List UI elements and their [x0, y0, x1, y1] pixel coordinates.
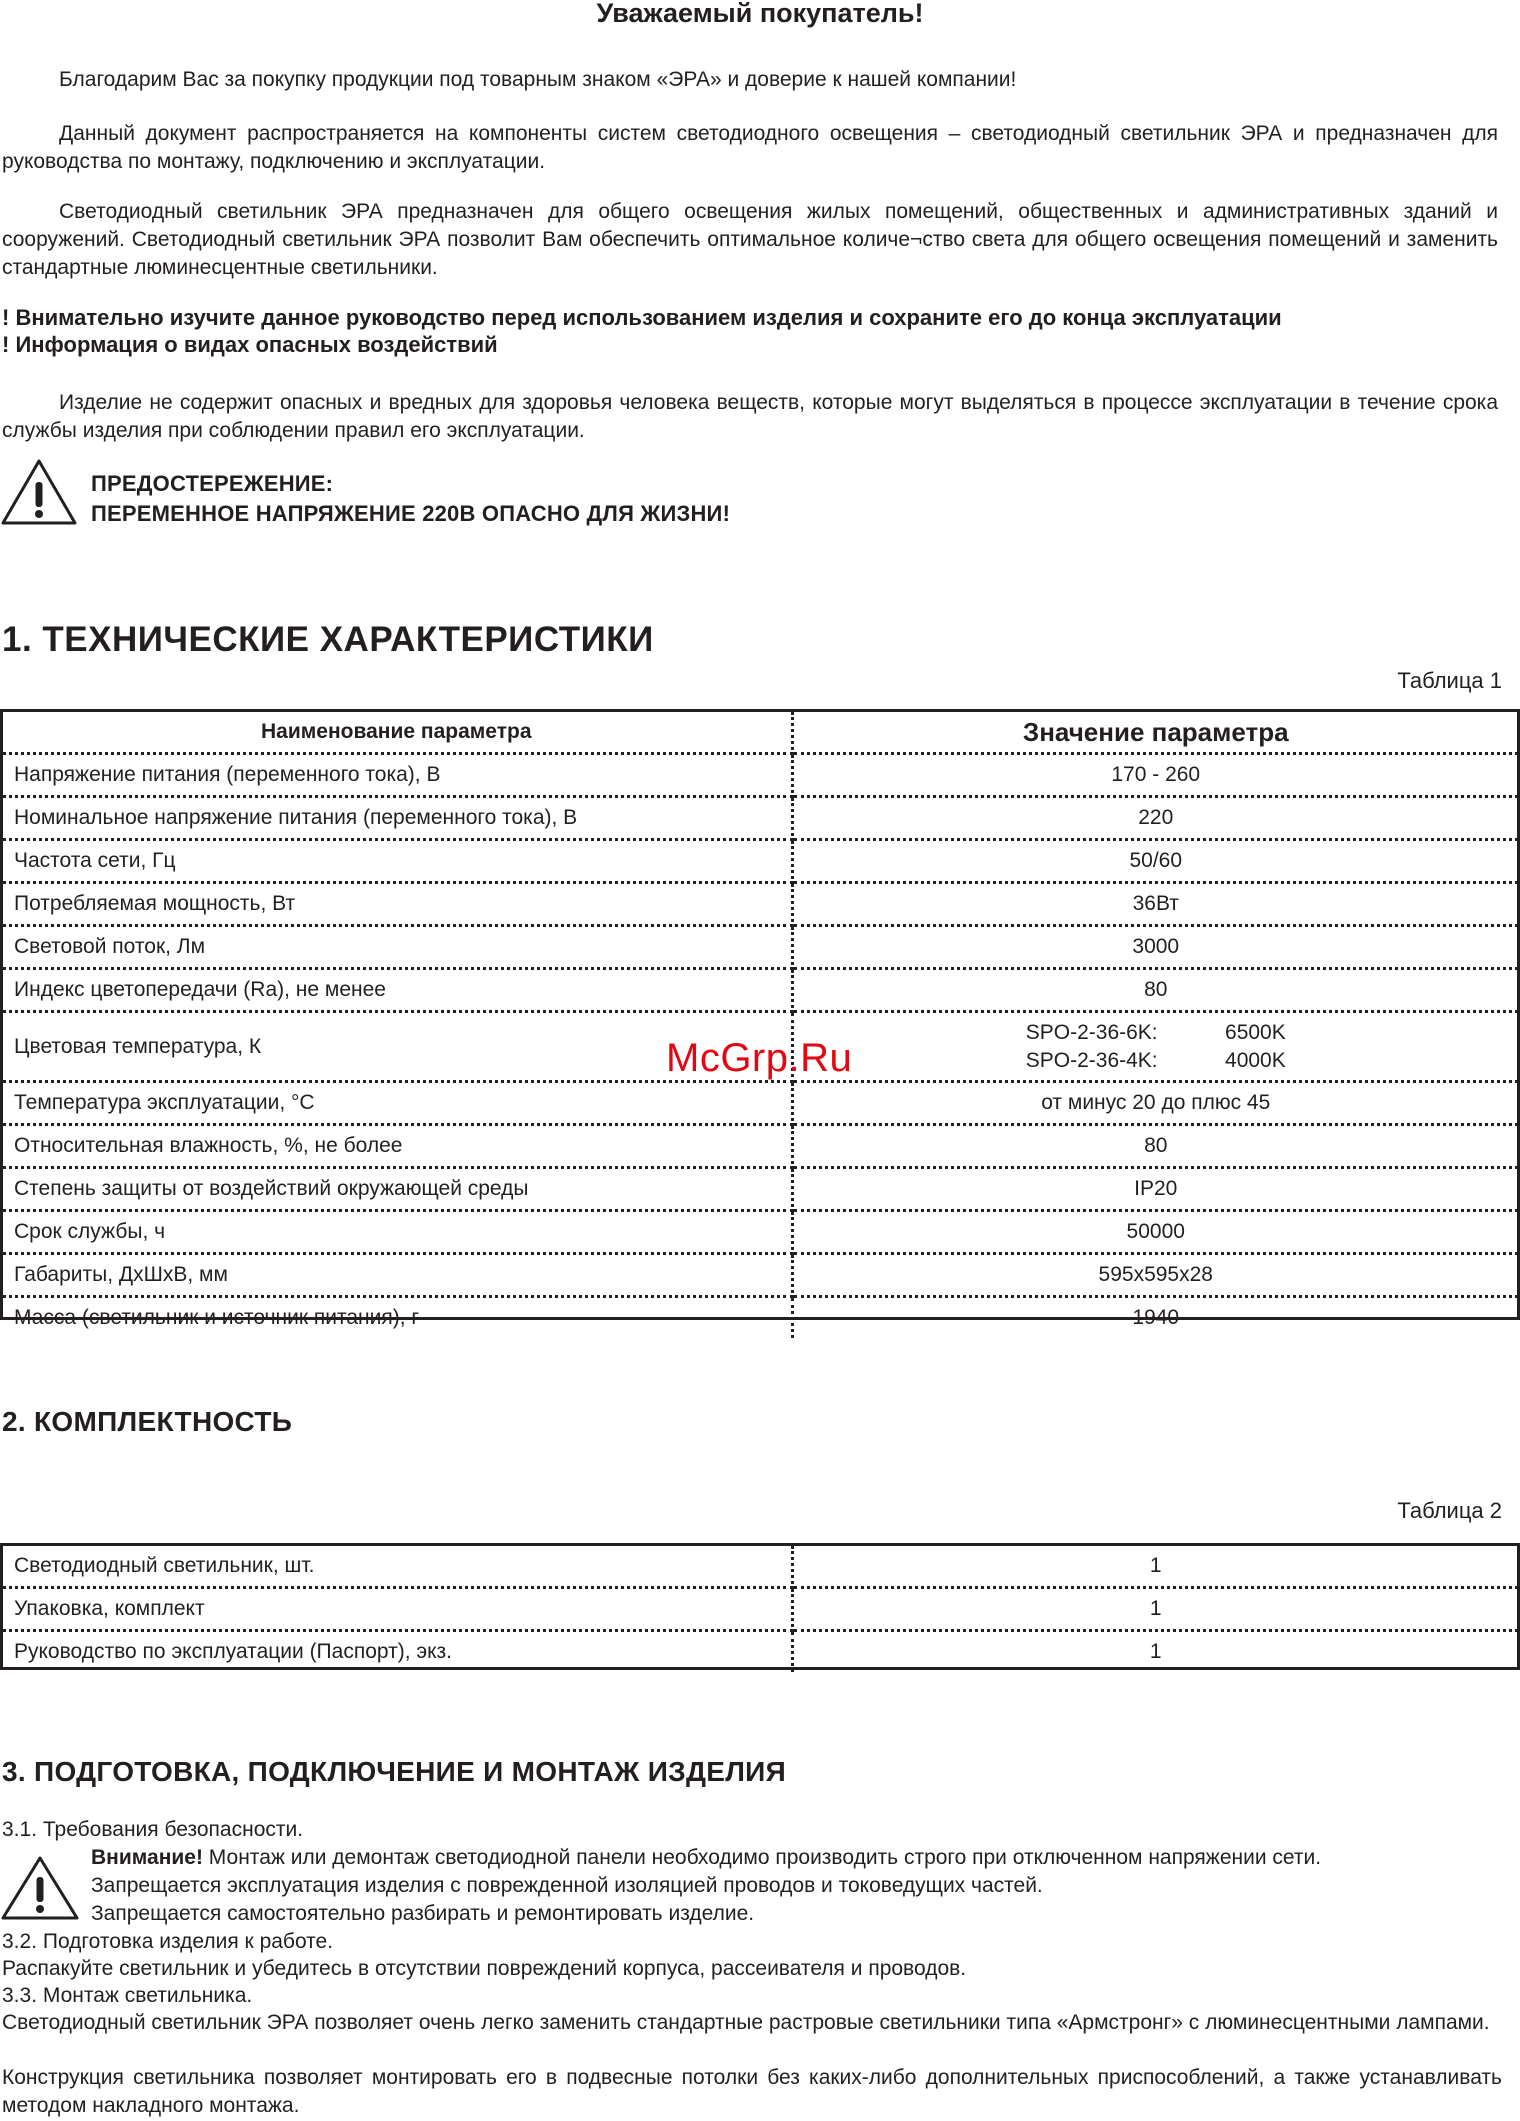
- color-temp-6k: [806, 1019, 1507, 1047]
- watermark-text: McGrp.Ru: [666, 1036, 853, 1080]
- attention-line: [91, 1844, 1511, 1872]
- section-1-title: 1. ТЕХНИЧЕСКИЕ ХАРАКТЕРИСТИКИ: [2, 620, 654, 659]
- value-cell: 50/60: [792, 840, 1518, 883]
- value-cell: 80: [792, 969, 1518, 1012]
- model-value: 4000K: [1225, 1048, 1286, 1072]
- notice-read-manual: ! Внимательно изучите данное руководство перед использованием изделия и сохраните его до конца эксплуатации: [2, 305, 1282, 330]
- qty-cell: 1: [792, 1546, 1518, 1588]
- table-header-row: [2, 712, 1518, 754]
- ban-self-repair: Запрещается самостоятельно разбирать и ремонтировать изделие.: [91, 1902, 755, 1925]
- table-2-label: Таблица 2: [1397, 1498, 1502, 1523]
- notice-hazard-info: ! Информация о видах опасных воздействий: [2, 332, 498, 357]
- value-cell: 3000: [792, 926, 1518, 969]
- table-row: [2, 1125, 1518, 1168]
- table-row: [2, 1631, 1518, 1673]
- ban-damaged-insulation: Запрещается эксплуатация изделия с поврежденной изоляцией проводов и токоведущих частей.: [91, 1874, 1043, 1897]
- param-cell: Световой поток, Лм: [2, 926, 792, 969]
- table-row: [2, 1211, 1518, 1254]
- header-param: Наименование параметра: [2, 712, 792, 754]
- intro-paragraph-1: Благодарим Вас за покупку продукции под товарным знаком «ЭРА» и доверие к нашей компании!: [59, 68, 1017, 91]
- model-value: 6500K: [1225, 1020, 1286, 1044]
- param-cell: Температура эксплуатации, °С: [2, 1082, 792, 1125]
- subsection-3-3-text-1: Светодиодный светильник ЭРА позволяет очень легко заменить стандартные растровые светильники типа «Армстронг» с люминесцентными лампами.: [2, 2011, 1490, 2034]
- color-temp-4k: [806, 1047, 1507, 1075]
- param-cell: Срок службы, ч: [2, 1211, 792, 1254]
- value-cell: 80: [792, 1125, 1518, 1168]
- qty-cell: 1: [792, 1588, 1518, 1631]
- param-cell: Габариты, ДхШхВ, мм: [2, 1254, 792, 1297]
- intro-paragraph-4: Изделие не содержит опасных и вредных для здоровья человека веществ, которые могут выделяться в процессе эксплуатации в течение срока службы изделия при соблюдении правил его эксплуатации.: [2, 391, 1498, 442]
- kit-table: [2, 1546, 1518, 1672]
- warning-message: ПЕРЕМЕННОЕ НАПРЯЖЕНИЕ 220В ОПАСНО ДЛЯ ЖИЗНИ!: [91, 501, 731, 526]
- param-cell: Относительная влажность, %, не более: [2, 1125, 792, 1168]
- subsection-3-2: 3.2. Подготовка изделия к работе.: [2, 1930, 334, 1953]
- table-row: [2, 754, 1518, 797]
- attention-label: Внимание!: [91, 1846, 203, 1869]
- item-cell: Упаковка, комплект: [2, 1588, 792, 1631]
- subsection-3-2-text: Распакуйте светильник и убедитесь в отсутствии повреждений корпуса, рассеивателя и проводов.: [2, 1957, 967, 1980]
- item-cell: Светодиодный светильник, шт.: [2, 1546, 792, 1588]
- table-row: [2, 1082, 1518, 1125]
- intro-paragraph-2: Данный документ распространяется на компоненты систем светодиодного освещения – светодиодный светильник ЭРА и предназначен для руководства по монтажу, подключению и эксплуатации.: [2, 122, 1498, 173]
- param-cell: Потребляемая мощность, Вт: [2, 883, 792, 926]
- warning-caption: ПРЕДОСТЕРЕЖЕНИЕ:: [91, 471, 334, 496]
- value-cell: 1940: [1132, 1306, 1180, 1329]
- value-cell: 50000: [792, 1211, 1518, 1254]
- model-name: SPO-2-36-6K:: [1025, 1020, 1158, 1044]
- value-cell: 595х595х28: [792, 1254, 1518, 1297]
- warning-triangle-icon: [0, 458, 78, 526]
- table-row: [2, 969, 1518, 1012]
- table-row: [2, 1254, 1518, 1297]
- warning-triangle-icon: [0, 1855, 80, 1921]
- greeting-title: Уважаемый покупатель!: [596, 0, 924, 28]
- table-row: [2, 1297, 1518, 1339]
- table-row: [2, 1168, 1518, 1211]
- intro-paragraph-3: Светодиодный светильник ЭРА предназначен для общего освещения жилых помещений, общественных и административных зданий и сооружений. Светодиодный светильник ЭРА позволит Вам обеспечить оптимальное количе¬ство света для общего освещения помещений и заменить стандартные люминесцентные светильники.: [2, 200, 1498, 279]
- param-cell: Цветовая температура, К: [2, 1012, 792, 1082]
- item-cell: Руководство по эксплуатации (Паспорт), экз.: [2, 1631, 792, 1673]
- table-row: [2, 797, 1518, 840]
- section-2-title: 2. КОМПЛЕКТНОСТЬ: [2, 1406, 293, 1437]
- param-cell: Напряжение питания (переменного тока), В: [2, 754, 792, 797]
- qty-cell: 1: [1149, 1640, 1162, 1663]
- table-row: [2, 840, 1518, 883]
- value-cell-color-temp: [792, 1012, 1518, 1082]
- table-row: [2, 1546, 1518, 1588]
- param-cell: Частота сети, Гц: [2, 840, 792, 883]
- spec-table: [2, 712, 1518, 1338]
- subsection-3-3-text-2: Конструкция светильника позволяет монтировать его в подвесные потолки без каких-либо дополнительных приспособлений, а также устанавливать методом накладного монтажа.: [2, 2066, 1502, 2117]
- param-cell: Степень защиты от воздействий окружающей среды: [2, 1168, 792, 1211]
- value-cell: 36Вт: [792, 883, 1518, 926]
- subsection-3-3: 3.3. Монтаж светильника.: [2, 1984, 253, 2007]
- param-cell: Индекс цветопередачи (Ra), не менее: [2, 969, 792, 1012]
- table-row: [2, 883, 1518, 926]
- param-cell: Номинальное напряжение питания (переменного тока), В: [2, 797, 792, 840]
- param-cell: Масса (светильник и источник питания), г: [2, 1297, 792, 1339]
- attention-text: Монтаж или демонтаж светодиодной панели необходимо производить строго при отключенном напряжении сети.: [202, 1846, 1322, 1869]
- table-row: [2, 1588, 1518, 1631]
- value-cell: 220: [792, 797, 1518, 840]
- value-cell: от минус 20 до плюс 45: [792, 1082, 1518, 1125]
- value-cell: IP20: [792, 1168, 1518, 1211]
- subsection-3-1: 3.1. Требования безопасности.: [2, 1818, 304, 1841]
- table-1-label: Таблица 1: [1397, 668, 1502, 693]
- model-name: SPO-2-36-4K:: [1025, 1048, 1158, 1072]
- section-3-title: 3. ПОДГОТОВКА, ПОДКЛЮЧЕНИЕ И МОНТАЖ ИЗДЕЛИЯ: [2, 1756, 787, 1787]
- value-cell: 170 - 260: [792, 754, 1518, 797]
- header-value: Значение параметра: [792, 712, 1518, 754]
- table-row: [2, 926, 1518, 969]
